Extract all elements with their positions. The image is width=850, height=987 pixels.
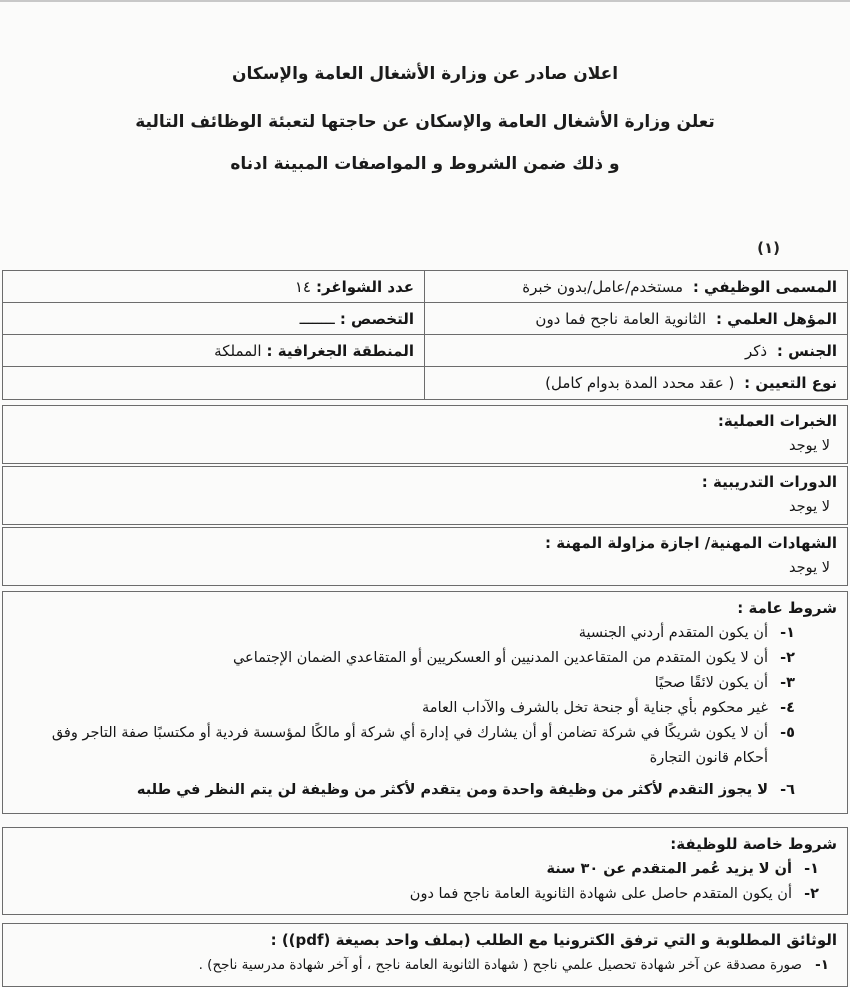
item-number: ٢- (780, 650, 795, 666)
required-documents-box (2, 923, 848, 987)
special-conditions-title: شروط خاصة للوظيفة: (670, 835, 837, 853)
general-conditions-title: شروط عامة : (737, 599, 837, 617)
vacancies-label: عدد الشواغر: (316, 277, 414, 296)
item-text: صورة مصدقة عن آخر شهادة تحصيل علمي ناجح ( شهادة الثانوية العامة ناجح ، أو آخر شهادة مدرسية ناجح) . (198, 957, 802, 973)
row-job-title (3, 271, 847, 303)
item-text: أن يكون المتقدم حاصل على شهادة الثانوية العامة ناجح فما دون (409, 886, 792, 902)
listing-number: (١) (757, 239, 780, 257)
general-condition-item (21, 696, 795, 721)
region-cell (3, 335, 425, 366)
vacancies-cell (3, 271, 425, 302)
gender-value: ذكر (744, 341, 768, 360)
specialty-label: التخصص : (339, 309, 414, 328)
region-value: المملكة (214, 341, 262, 360)
row-appointment-type (3, 367, 847, 399)
item-text: أن لا يكون المتقدم من المتقاعدين المدنيين أو العسكريين أو المتقاعدي الضمان الإجتماعي (232, 650, 768, 666)
training-title: الدورات التدريبية : (701, 473, 837, 491)
region-label: المنطقة الجغرافية : (266, 341, 414, 360)
announcement-table (2, 270, 848, 987)
training-box (2, 466, 848, 525)
item-number: ٦- (780, 782, 795, 798)
item-text: لا يجوز التقدم لأكثر من وظيفة واحدة ومن يتقدم لأكثر من وظيفة لن يتم النظر في طلبه (136, 782, 768, 798)
item-text: أن لا يكون شريكًا في شركة تضامن أو أن يشارك في إدارة أي شركة أو مالكًا لمؤسسة فردية أو مكتسبًا صفة التاجر وفق أحكام قانون التجارة (51, 725, 768, 766)
item-text: غير محكوم بأي جناية أو جنحة تخل بالشرف والآداب العامة (422, 700, 768, 716)
job-title-cell (425, 278, 847, 296)
appointment-type-cell (425, 374, 847, 392)
item-text: أن يكون المتقدم أردني الجنسية (578, 625, 768, 641)
item-number: ٥- (780, 725, 795, 741)
required-documents-list (13, 953, 837, 977)
gender-label: الجنس : (776, 341, 837, 360)
row-qualification (3, 303, 847, 335)
item-number: ١- (815, 957, 829, 973)
vacancies-value: ١٤ (294, 277, 311, 296)
item-number: ١- (804, 861, 819, 877)
item-text: أن لا يزيد عُمر المتقدم عن ٣٠ سنة (546, 861, 792, 877)
general-conditions-box (2, 591, 848, 814)
job-title-label: المسمى الوظيفي : (692, 277, 837, 296)
experience-value: لا يوجد (789, 438, 830, 454)
appointment-type-label: نوع التعيين : (744, 374, 837, 392)
header-line-2: تعلن وزارة الأشغال العامة والإسكان عن حاجتها لتعبئة الوظائف التالية (135, 112, 715, 132)
special-conditions-list (13, 857, 837, 907)
special-condition-item (21, 857, 819, 882)
qualification-cell (425, 310, 847, 328)
row-gender (3, 335, 847, 367)
certificates-value: لا يوجد (789, 560, 830, 576)
general-condition-item (21, 778, 795, 803)
special-condition-item (21, 882, 819, 907)
certificates-box (2, 527, 848, 586)
experience-box (2, 405, 848, 464)
specialty-cell (3, 303, 425, 334)
general-condition-item (21, 646, 795, 671)
summary-box (2, 270, 848, 400)
general-conditions-list (13, 621, 837, 803)
general-condition-item (21, 721, 795, 771)
qualification-label: المؤهل العلمي : (715, 309, 837, 328)
job-title-value: مستخدم/عامل/بدون خبرة (522, 277, 684, 296)
general-condition-item (21, 621, 795, 646)
required-documents-title: الوثائق المطلوبة و التي ترفق الكترونيا مع الطلب (بملف واحد بصيغة (pdf)) : (270, 931, 837, 949)
empty-cell (3, 367, 425, 399)
item-number: ٢- (804, 886, 819, 902)
certificates-title: الشهادات المهنية/ اجازة مزاولة المهنة : (545, 534, 837, 552)
announcement-header (0, 2, 850, 176)
specialty-value: ــــــــ (299, 309, 335, 328)
general-condition-item (21, 671, 795, 696)
item-number: ١- (780, 625, 795, 641)
training-value: لا يوجد (789, 499, 830, 515)
special-conditions-box (2, 827, 848, 915)
header-line-3: و ذلك ضمن الشروط و المواصفات المبينة ادناه (230, 154, 620, 174)
appointment-type-value: ( عقد محدد المدة بدوام كامل) (545, 374, 735, 392)
gender-cell (425, 342, 847, 360)
experience-title: الخبرات العملية: (717, 412, 837, 430)
required-document-item (21, 953, 829, 977)
item-number: ٣- (780, 675, 795, 691)
item-text: أن يكون لائقًا صحيًا (654, 675, 768, 691)
qualification-value: الثانوية العامة ناجح فما دون (535, 309, 707, 328)
header-line-1: اعلان صادر عن وزارة الأشغال العامة والإسكان (231, 64, 619, 84)
item-number: ٤- (780, 700, 795, 716)
